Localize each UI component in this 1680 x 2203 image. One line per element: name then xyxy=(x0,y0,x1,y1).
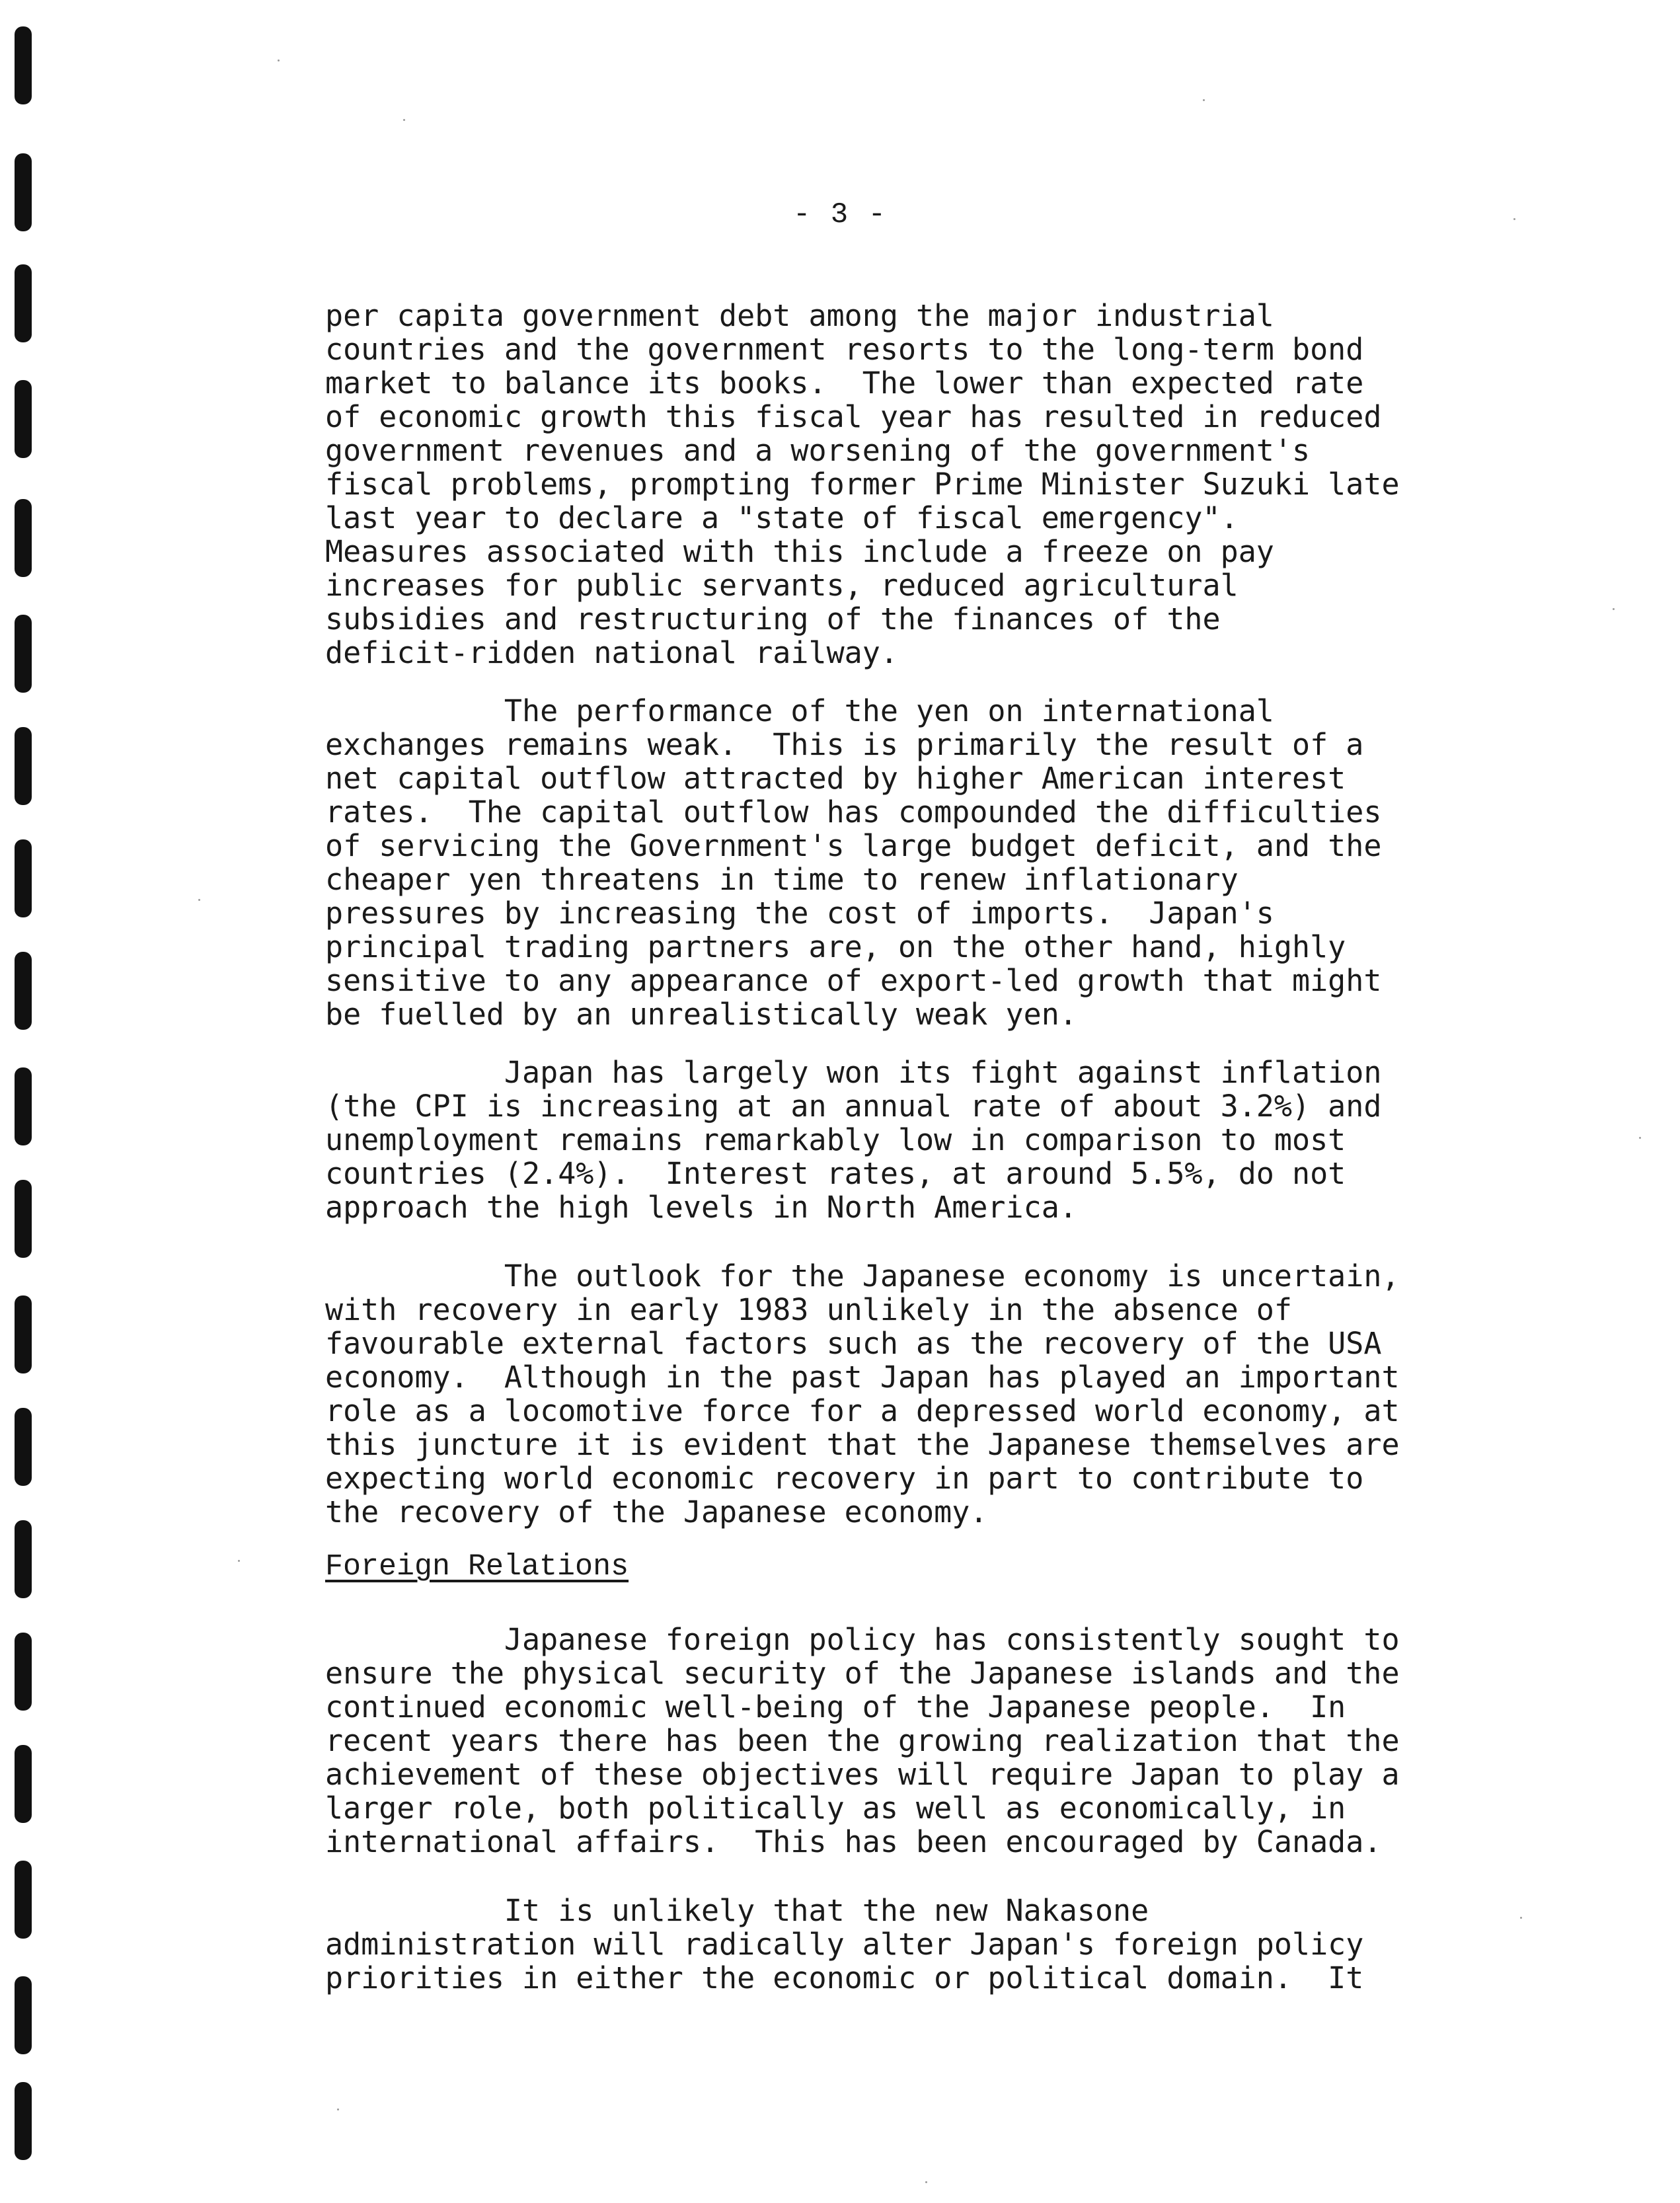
binder-hole xyxy=(15,26,32,104)
scan-speck xyxy=(198,899,200,901)
paragraph-nakasone: It is unlikely that the new Nakasone administration will radically alter Japan's foreign policy priorities in either the economic or political domain. It xyxy=(325,1893,1364,1995)
binder-hole xyxy=(15,1408,32,1486)
binder-hole xyxy=(15,839,32,917)
binder-hole xyxy=(15,1295,32,1373)
paragraph-outlook: The outlook for the Japanese economy is uncertain, with recovery in early 1983 unlikely in the absence of favourable external factors such as the recovery of the USA economy. Although in the past Japan has played an important role as a locomotive force for a depressed world economy, at this juncture it is evident that the Japanese themselves are expecting world economic recovery in part to contribute to the recovery of the Japanese economy. xyxy=(325,1258,1400,1529)
paragraph-foreign-policy: Japanese foreign policy has consistently sought to ensure the physical security of the Japanese islands and the continued economic well-being of the Japanese people. In recent years there has been the growing realization that the achievement of these objectives will require Japan to play a larger role, both politically as well as economically, in international affairs. This has been encouraged by Canada. xyxy=(325,1622,1400,1859)
binder-holes xyxy=(0,0,73,2203)
scan-speck xyxy=(278,59,280,61)
scan-speck xyxy=(1513,218,1515,220)
binder-hole xyxy=(15,1976,32,2054)
paragraph-inflation: Japan has largely won its fight against inflation (the CPI is increasing at an annual rate of about 3.2%) and unemployment remains remarkably low in comparison to most countries (2.4%). Interest rates, at around 5.5%, do not approach the high levels in North America. xyxy=(325,1055,1382,1225)
binder-hole xyxy=(15,264,32,342)
scan-speck xyxy=(925,2181,927,2183)
binder-hole xyxy=(15,1180,32,1258)
binder-hole xyxy=(15,380,32,458)
binder-hole xyxy=(15,727,32,805)
paragraph-yen: The performance of the yen on international exchanges remains weak. This is primarily the result of a net capital outflow attracted by higher American interest rates. The capital outflow has compounded the difficulties of servicing the Government's large budget deficit, and the cheaper yen threatens in time to renew inflationary pressures by increasing the cost of imports. Japan's principal trading partners are, on the other hand, highly sensitive to any appearance of export-led growth that might be fuelled by an unrealistically weak yen. xyxy=(325,693,1382,1032)
binder-hole xyxy=(15,952,32,1030)
binder-hole xyxy=(15,1861,32,1939)
scan-speck xyxy=(1520,1917,1522,1919)
section-heading: Foreign Relations xyxy=(325,1550,629,1584)
binder-hole xyxy=(15,615,32,693)
binder-hole xyxy=(15,499,32,577)
scan-speck xyxy=(1613,608,1615,610)
scan-speck xyxy=(1203,99,1205,101)
page-number: - 3 - xyxy=(792,198,888,231)
binder-hole xyxy=(15,1745,32,1823)
scan-speck xyxy=(238,1560,240,1562)
binder-hole xyxy=(15,1520,32,1598)
binder-hole xyxy=(15,1633,32,1711)
paragraph-fiscal: per capita government debt among the major industrial countries and the government resorts to the long-term bond market to balance its books. The lower than expected rate of economic growth this fiscal year has resulted in reduced government revenues and a worsening of the government's fiscal problems, prompting former Prime Minister Suzuki late last year to declare a "state of fiscal emergency". Measures associated with this include a freeze on pay increases for public servants, reduced agricultural subsidies and restructuring of the finances of the deficit-ridden national railway. xyxy=(325,298,1400,670)
scan-speck xyxy=(1639,1137,1641,1139)
binder-hole xyxy=(15,2082,32,2160)
scan-speck xyxy=(403,119,405,121)
binder-hole xyxy=(15,1067,32,1145)
scan-speck xyxy=(337,2108,339,2110)
